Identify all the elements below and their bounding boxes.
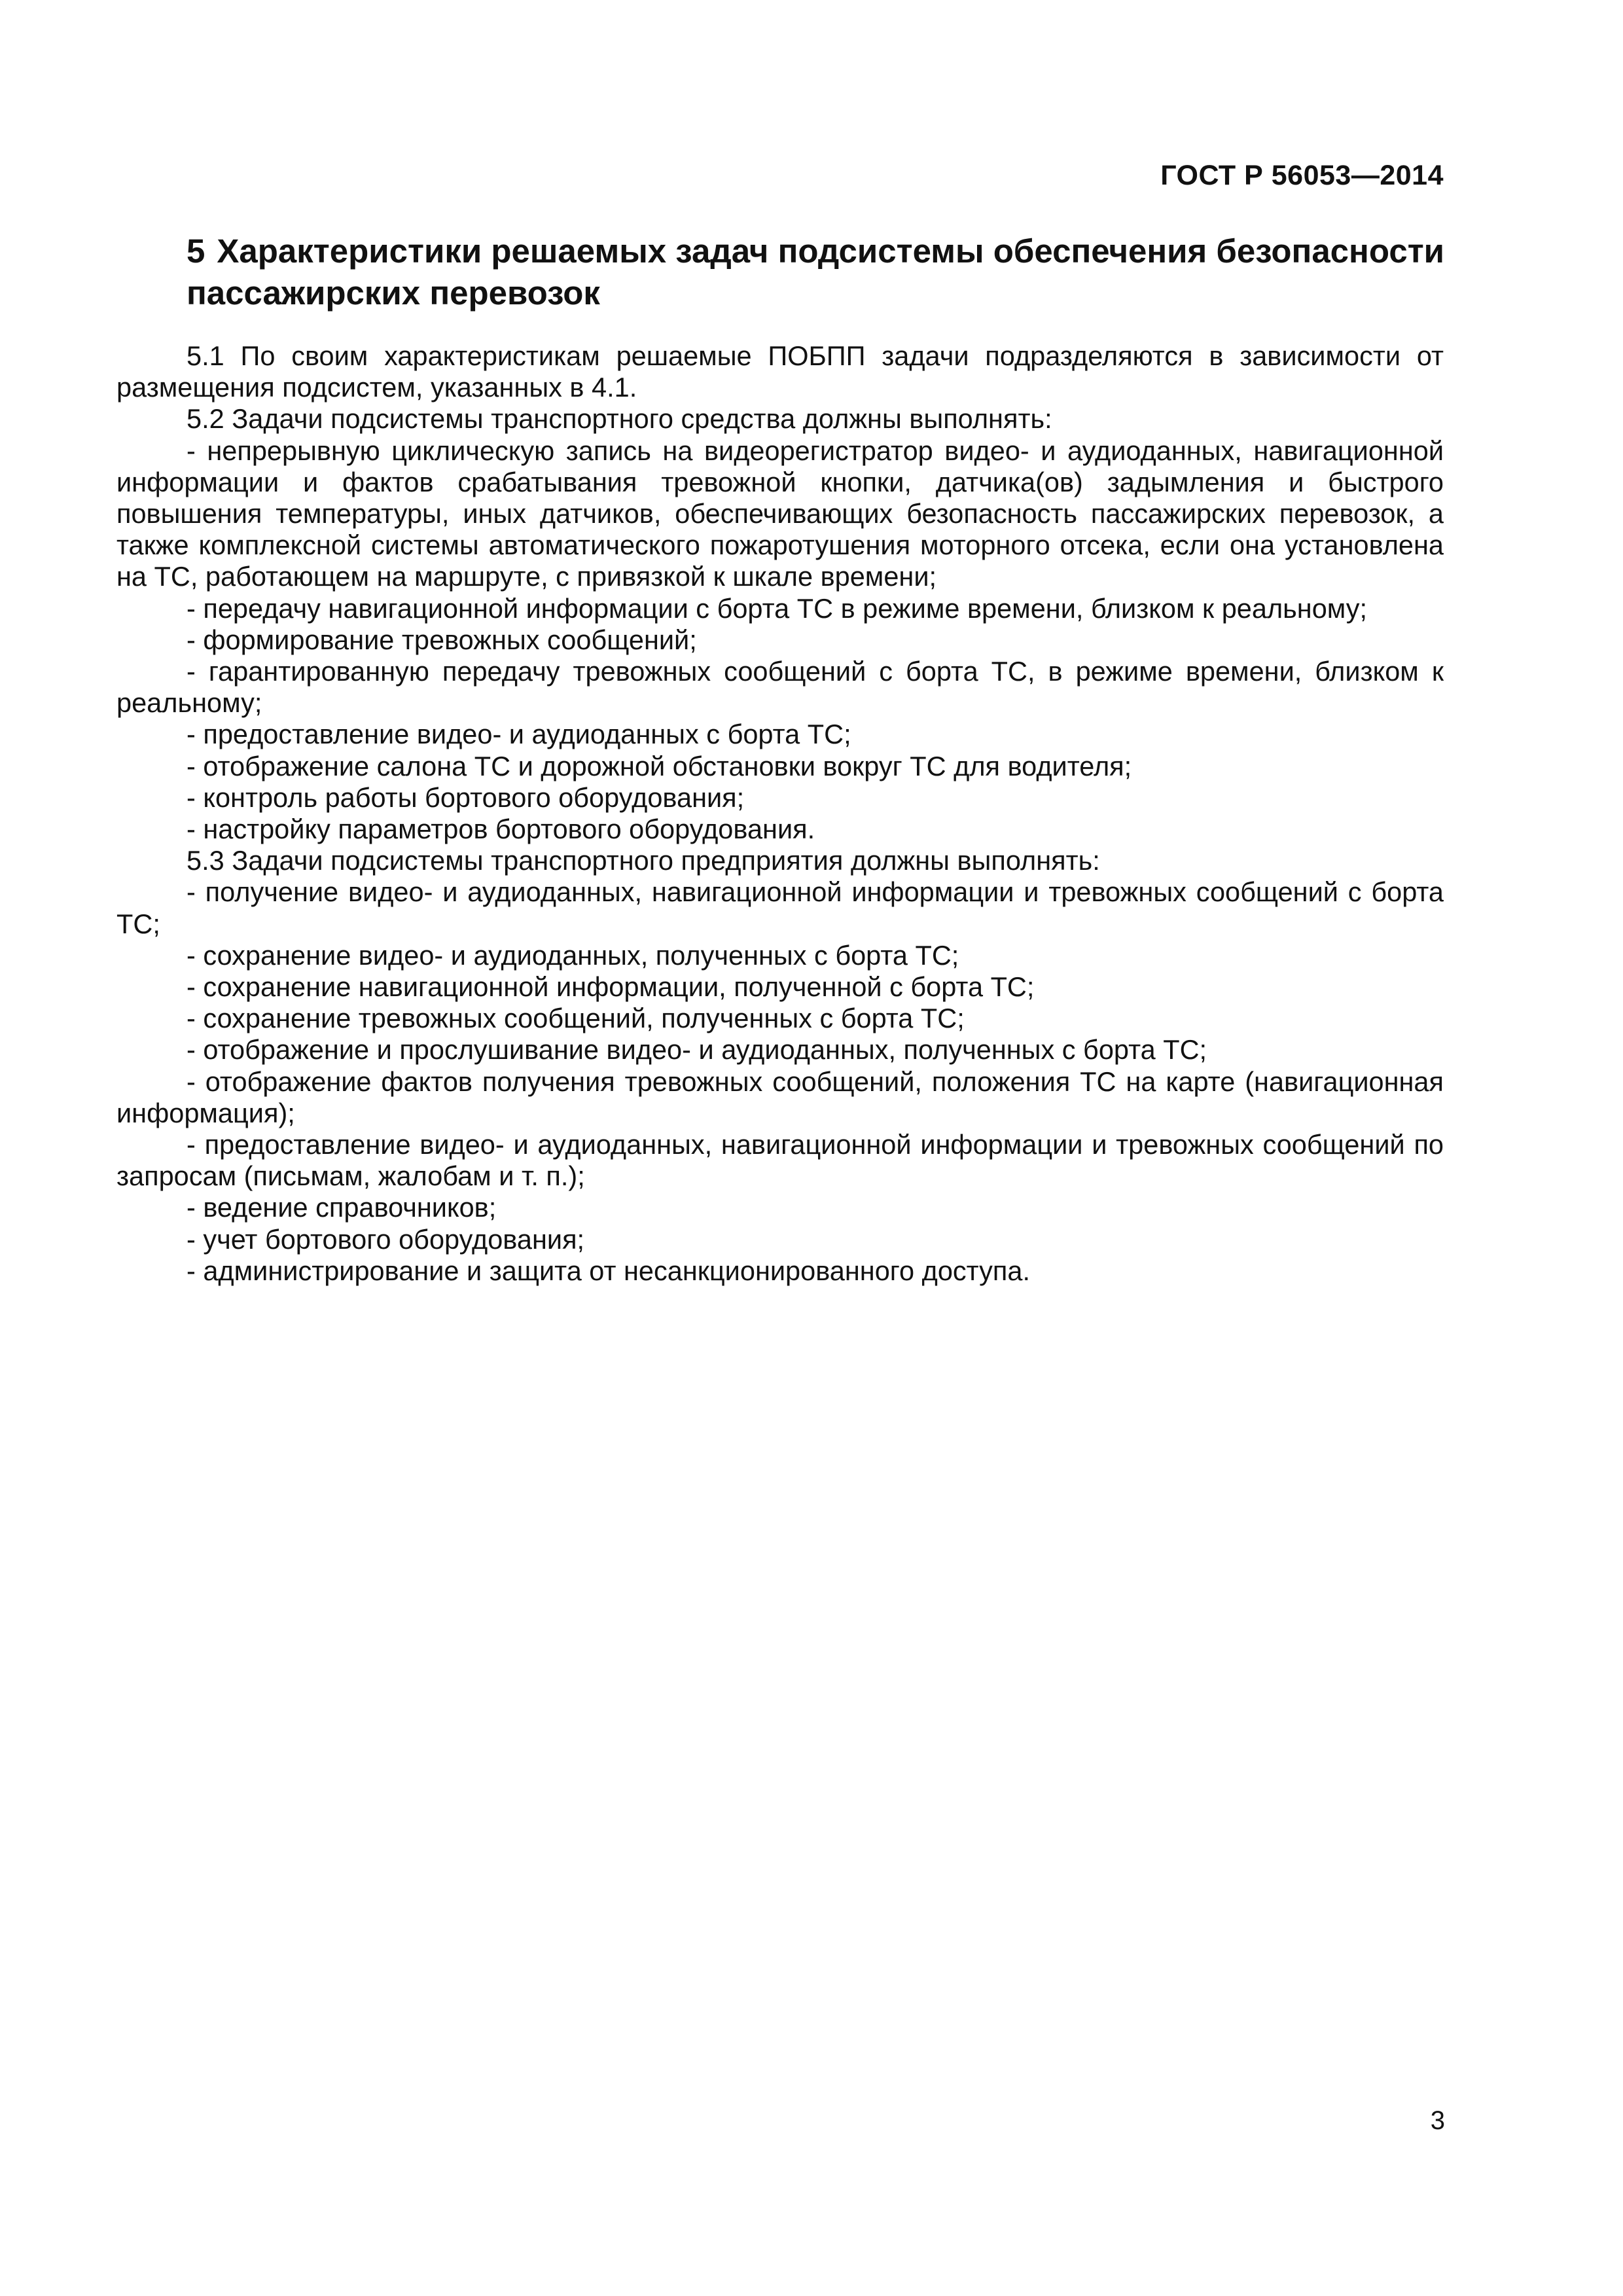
standard-code: ГОСТ Р 56053—2014 xyxy=(1160,160,1444,191)
list-item: - сохранение тревожных сообщений, полученных с борта ТС; xyxy=(187,1003,965,1034)
section-heading xyxy=(187,230,1456,314)
section-title: Характеристики решаемых задач подсистемы обеспечения безопасности пассажирских перевозок xyxy=(187,232,1445,312)
list-item: - контроль работы бортового оборудования; xyxy=(187,781,745,813)
paragraph-5-1: 5.1 По своим характеристикам решаемые ПОБПП задачи подразделяются в зависимости от размещения подсистем, указанных в 4.1. xyxy=(116,340,1444,403)
list-item: - ведение справочников; xyxy=(187,1192,497,1223)
list-item: - предоставление видео- и аудиоданных с борта ТС; xyxy=(187,719,851,750)
section-number: 5 xyxy=(187,232,205,270)
list-item: - администрирование и защита от несанкционированного доступа. xyxy=(187,1255,1030,1286)
list-item: - передачу навигационной информации с борта ТС в режиме времени, близком к реальному; xyxy=(187,592,1368,624)
list-item: - гарантированную передачу тревожных сообщений с борта ТС, в режиме времени, близком к реальному; xyxy=(116,656,1444,719)
section-body xyxy=(116,340,1444,1287)
list-item: - отображение фактов получения тревожных сообщений, положения ТС на карте (навигационная информация); xyxy=(116,1066,1444,1128)
paragraph-5-2: 5.2 Задачи подсистемы транспортного средства должны выполнять: xyxy=(187,403,1052,435)
list-item: - формирование тревожных сообщений; xyxy=(187,624,697,655)
list-item: - отображение салона ТС и дорожной обстановки вокруг ТС для водителя; xyxy=(187,750,1132,781)
list-item: - предоставление видео- и аудиоданных, навигационной информации и тревожных сообщений по запросам (письмам, жалобам и т. п.); xyxy=(116,1129,1444,1192)
page-number: 3 xyxy=(1430,2106,1445,2135)
list-item: - учет бортового оборудования; xyxy=(187,1223,585,1255)
list-item: - отображение и прослушивание видео- и аудиоданных, полученных с борта ТС; xyxy=(187,1034,1207,1066)
paragraph-5-3: 5.3 Задачи подсистемы транспортного предприятия должны выполнять: xyxy=(187,845,1100,876)
list-item: - непрерывную циклическую запись на видеорегистратор видео- и аудиоданных, навигационной информации и фактов срабатывания тревожной кнопки, датчика(ов) задымления и быстрого повышения температуры, иных датчиков, обеспечивающих безопасность пассажирских перевозок, а также комплексной системы автоматического пожаротушения моторного отсека, если она установлена на ТС, работающем на маршруте, с привязкой к шкале времени; xyxy=(116,435,1444,592)
list-item: - получение видео- и аудиоданных, навигационной информации и тревожных сообщений с борта ТС; xyxy=(116,876,1444,939)
list-item: - сохранение навигационной информации, полученной с борта ТС; xyxy=(187,971,1035,1003)
list-item: - сохранение видео- и аудиоданных, полученных с борта ТС; xyxy=(187,939,959,971)
list-item: - настройку параметров бортового оборудования. xyxy=(187,814,815,845)
